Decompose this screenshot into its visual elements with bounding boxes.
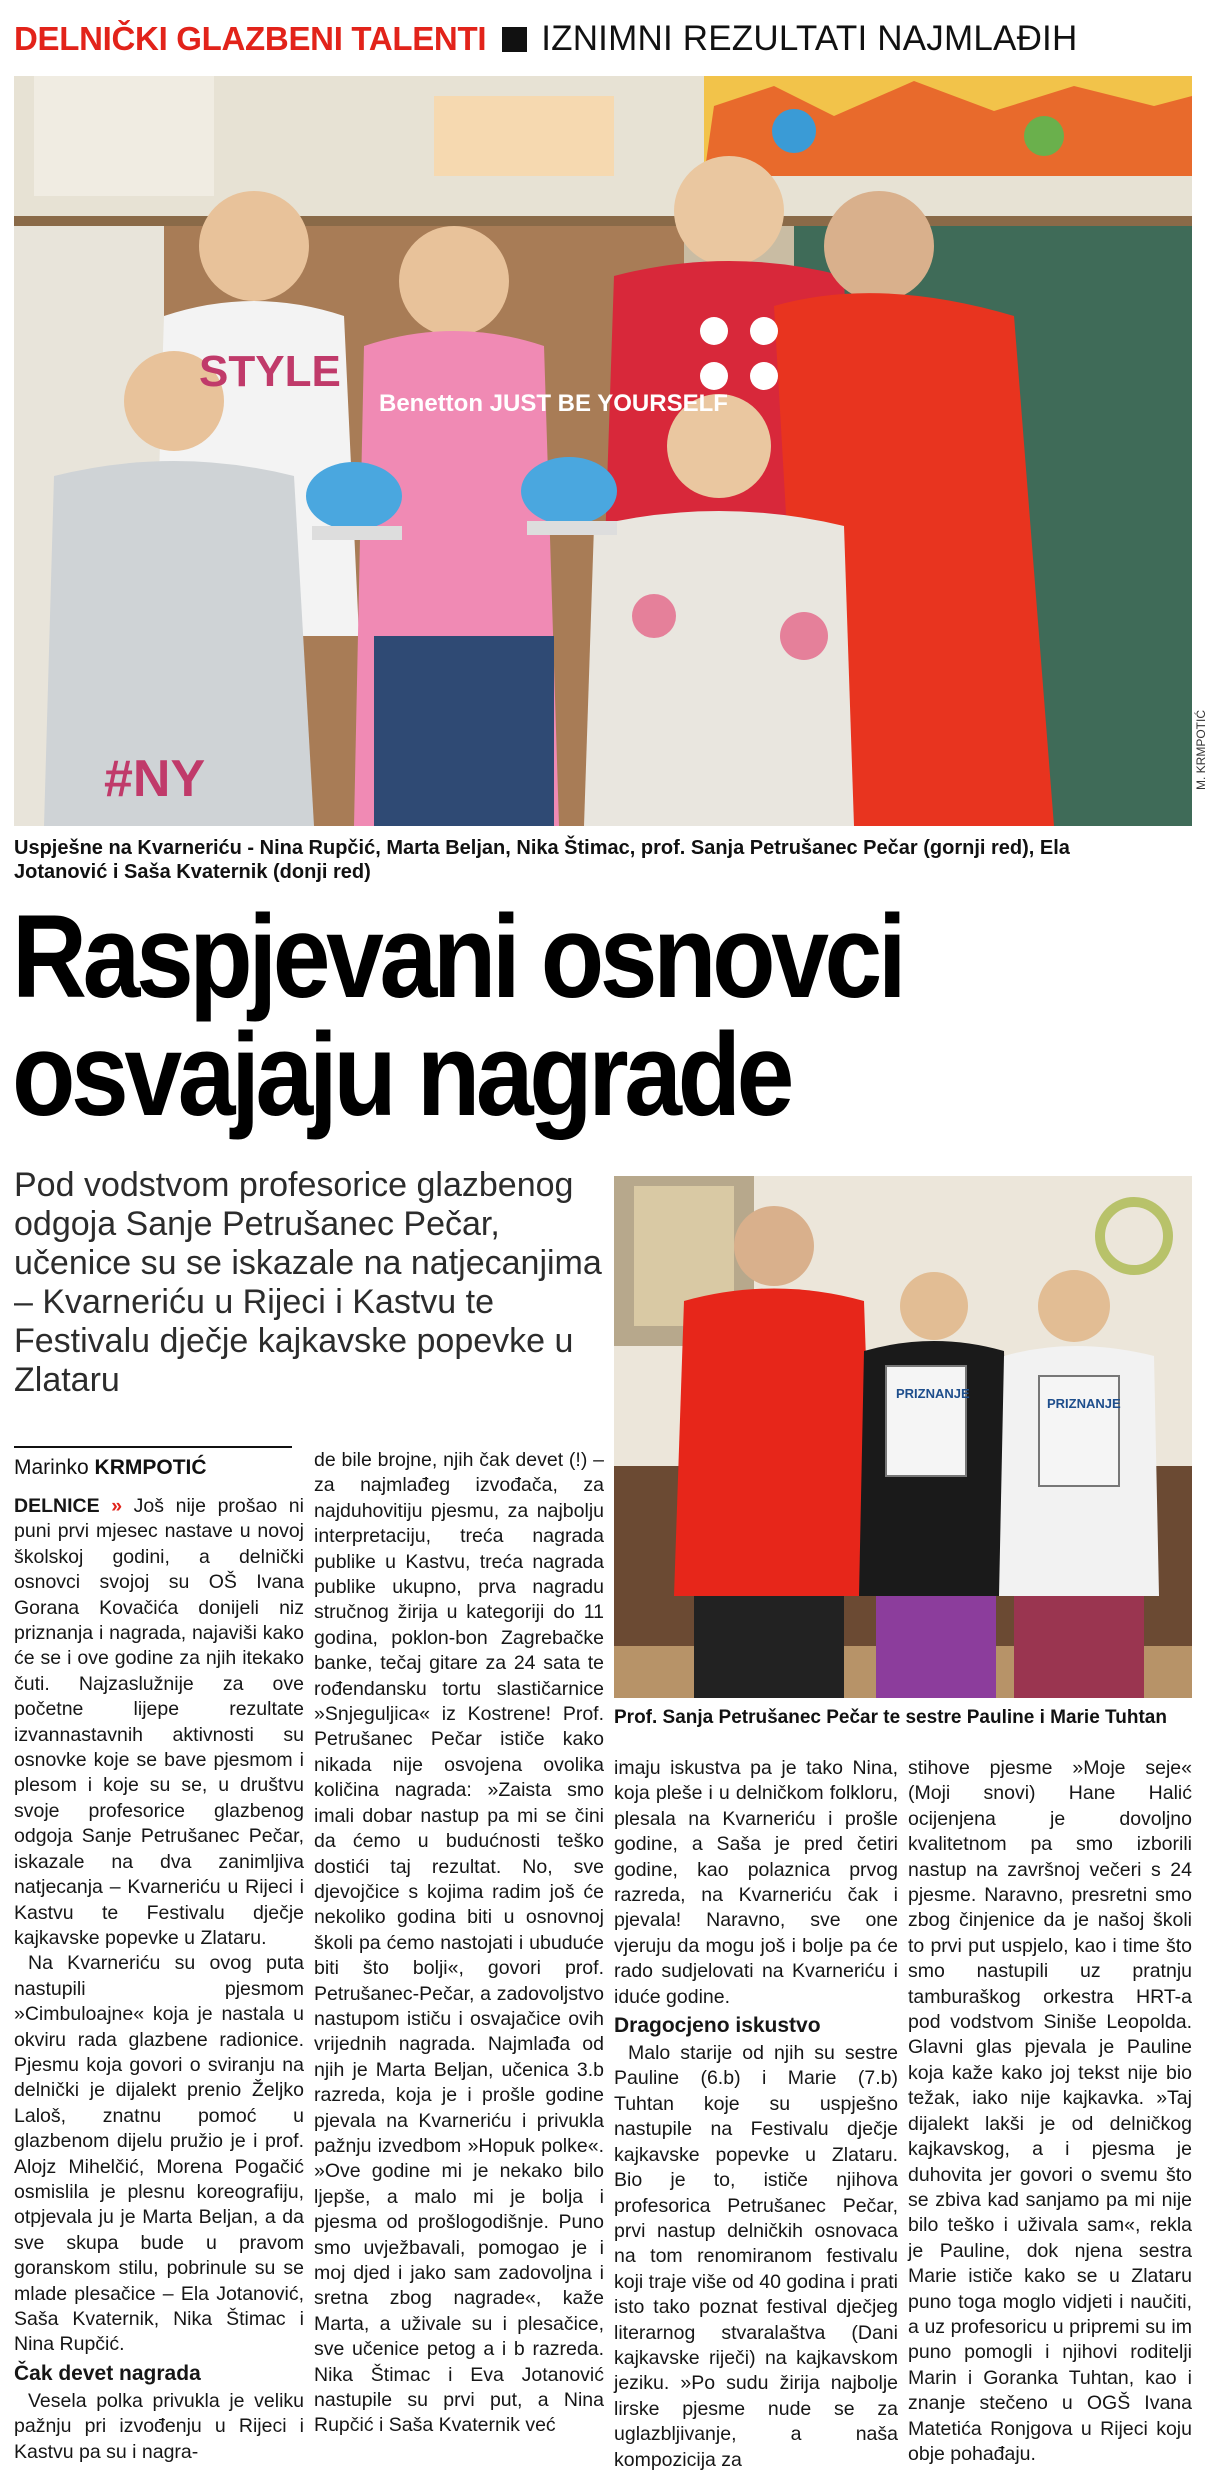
section-kicker — [14, 14, 1077, 64]
dateline-arrow-icon: » — [111, 1495, 123, 1517]
shirt-text: STYLE — [199, 347, 341, 396]
secondary-photo — [614, 1176, 1192, 1698]
main-photo — [14, 76, 1192, 826]
photo-credit: M. KRMPOTIĆ — [1194, 710, 1208, 790]
shirt-text: #NY — [104, 750, 206, 808]
dateline: DELNICE — [14, 1495, 100, 1517]
kicker-topic: IZNIMNI REZULTATI NAJMLAĐIH — [541, 19, 1078, 58]
article-paragraph: Malo starije od njih su sestre Pauline (6.b) i Marie (7.b) Tuhtan koje su uspješno nastupile na Festivalu dječje kajkavske popevke u Zlataru. Bio je to, ističe njihova profesorica Petrušanec Pečar, prvi nastup delničkih osnovaca na tom renomiranom festivalu koji traje više od 40 godina i prati isto tako poznat festival dječjeg literarnog stvaralaštva (Dani kajkavske riječi) na kajkavskom jeziku. »Po sudu žirija najbolje lirske pjesme nude se za uglazbljivanje, a naša kompozicija za — [614, 2042, 898, 2471]
subheading: Dragocjeno iskustvo — [614, 2014, 821, 2038]
byline-first-name: Marinko — [14, 1456, 89, 1479]
headline-line-2: osvajaju nagrade — [12, 1009, 790, 1141]
article-column-2 — [314, 1448, 604, 2439]
teacher-and-sisters-illustration — [614, 1176, 1192, 1698]
article-paragraph: imaju iskustva pa je tako Nina, koja pleše i u delničkom folkloru, plesala na Kvarneriću i prošle godine, a Saša je pred četiri godine, kao polaznica prvog razreda, na Kvarneriću čak i pjevala! Naravno, sve one vjeruju da mogu još i bolje pa će rado sudjelovati na Kvarneriću i iduće godine. — [614, 1757, 898, 2008]
lead-paragraph: Pod vodstvom profesorice glazbenog odgoja Sanje Petrušanec Pečar, učenice su se iskazale na natjecanjima – Kvarneriću u Rijeci i Kastvu te Festivalu dječje kajkavske popevke u Zlataru — [14, 1166, 602, 1399]
headline — [12, 891, 1059, 1141]
group-photo-illustration — [14, 76, 1192, 826]
byline-last-name: KRMPOTIĆ — [94, 1456, 207, 1479]
paragraph-text: Još nije prošao ni puni prvi mjesec nastave u novoj školskoj godini, a delnički osnovci svojoj su OŠ Ivana Gorana Kovačića donijeli niz priznanja i nagrada, najaviši kako će se i ove godine za njih itekako čuti. Najzaslužnije za ove početne lijepe rezultate izvannastavnih aktivnosti su osnovke koje se bave pjesmom i plesom i koje su se, u društvu svoje profesorice glazbenog odgoja Sanje Petrušanec Pečar, iskazale na dva zanimljiva natjecanja – Kvarneriću u Rijeci i Kastvu te Festivalu dječje kajkavske popevke u Zlataru. — [14, 1495, 304, 1949]
article-column-3 — [614, 1756, 898, 2473]
headline-line-1: Raspjevani osnovci — [12, 891, 903, 1023]
diploma-title: PRIZNANJE — [896, 1386, 970, 1401]
kicker-section: DELNIČKI GLAZBENI TALENTI — [14, 20, 487, 57]
article-paragraph: stihove pjesme »Moje seje« (Moji snovi) Hane Halić ocijenjena je dovoljno kvalitetnom pa smo izborili nastup na završnoj večeri s 24 pjesme. Naravno, presretni smo zbog činjenice da je našoj školi to prvi put uspjelo, kao i time što smo nastupili uz pratnju tamburaškog orkestra HRT-a pod vodstvom Siniše Leopolda. Glavni glas pjevala je Pauline koja kaže kako joj tekst nije bio težak, iako nije kajkavka. »Taj dijalekt lakši je od delničkog kajkavskog, a i pjesma je duhovita jer govori o svemu što se zbiva kad sanjamo pa mi nije bilo teško i uživala sam«, rekla je Pauline, dok njena sestra Marie ističe kako se u Zlataru puno toga moglo vidjeti i naučiti, a uz profesoricu u pripremi su im puno pomogli i njihovi roditelji Marin i Goranka Tuhtan, kao i znanje stečeno u OGŠ Ivana Matetića Ronjgova u Rijeci koju obje pohađaju. — [908, 1757, 1192, 2465]
article-column-4 — [908, 1756, 1192, 2467]
photo-caption: Uspješne na Kvarneriću - Nina Rupčić, Marta Beljan, Nika Štimac, prof. Sanja Petrušanec Pečar (gornji red), Ela Jotanović i Saša Kvaternik (donji red) — [14, 837, 1070, 883]
shirt-text: Benetton JUST BE YOURSELF — [379, 390, 728, 417]
secondary-photo-caption: Prof. Sanja Petrušanec Pečar te sestre Pauline i Marie Tuhtan — [614, 1707, 1167, 1728]
byline-rule — [14, 1446, 292, 1448]
byline — [14, 1456, 207, 1480]
article-column-1 — [14, 1494, 304, 2465]
article-paragraph: Na Kvarneriću su ovog puta nastupili pjesmom »Cimbuloajne« koja je nastala u okviru rada glazbene radionice. Pjesmu koja govori o sviranju na delnički je dijalekt prenio Željko Lalоš, znatnu pomoć u glazbenom dijelu pružio je i prof. Alojz Mihelčić, Morena Pogačić osmislila je plesnu koreografiju, otpjevala ju je Marta Beljan, a da sve skupa bude u pravom goranskom stilu, pobrinule su se mlade plesačice – Ela Jotanović, Saša Kvaternik, Nika Štimac i Nina Rupčić. — [14, 1952, 304, 2356]
article-paragraph: Vesela polka privukla je veliku pažnju pri izvođenju u Rijeci i Kastvu pa su i nagra- — [14, 2389, 304, 2463]
article-paragraph: de bile brojne, njih čak devet (!) – za najmlađeg izvođača, za najduhovitiju pjesmu, za najbolju interpretaciju, treća nagrada publike u Kastvu, treća nagrada publike ukupno, prva nagradu stručnog žirija u kategoriji do 11 godina, poklon-bon Zagrebačke banke, tečaj gitare za 24 sata te rođendansku tortu slastičarnice »Snjeguljica« iz Kostrene! Prof. Petrušanec Pečar ističe kako nikada nije osvojena ovolika količina nagrada: »Zaista smo imali dobar nastup pa mi se čini da ćemo u budućnosti teško dostići taj rezultat. No, sve djevojčice s kojima radim još će nekoliko godina biti u osnovnoj školi pa ćemo nastojati i ubuduće biti što bolji«, govori prof. Petrušanec-Pečar, a zadovoljstvo nastupom ističu i osvajačice ovih vrijednih nagrada. Najmlađa od njih je Marta Beljan, učenica 3.b razreda, koja je i prošle godine pjevala na Kvarneriću i privukla pažnju izvedbom »Hopuk polke«. »Ove godine mi je nekako bilo ljepše, a malo mi je bolja i pjesma od prošlogodišnje. Puno smo uvježbavali, pomogao je i moj djed i jako sam zadovoljna i sretna zbog nagrade«, kaže Marta, a uživale su i plesačice, sve učenice petog a i b razreda. Nika Štimac i Eva Jotanović nastupile su prvi put, a Nina Rupčić i Saša Kvaternik već — [314, 1449, 604, 2437]
square-bullet-icon — [502, 27, 527, 52]
article-paragraph — [14, 1494, 304, 1951]
subheading: Čak devet nagrada — [14, 2361, 201, 2385]
diploma-title: PRIZNANJE — [1047, 1396, 1121, 1411]
